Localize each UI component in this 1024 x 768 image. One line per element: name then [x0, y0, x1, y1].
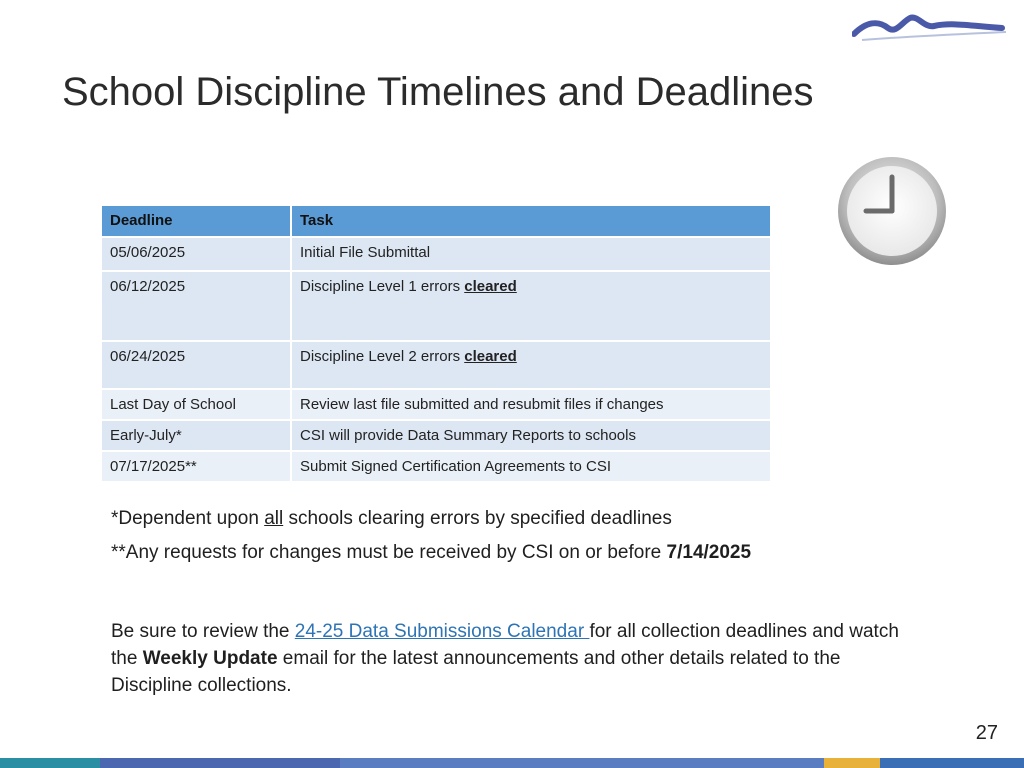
- table-row: [101, 389, 771, 420]
- table-row: [101, 341, 771, 389]
- clock-icon: [836, 155, 948, 267]
- footer-color-bar: [0, 758, 1024, 768]
- task-cell: Submit Signed Certification Agreements to CSI: [291, 451, 771, 482]
- task-cell: Discipline Level 2 errors cleared: [291, 341, 771, 389]
- footer-segment: [0, 758, 100, 768]
- deadlines-table: [100, 204, 772, 483]
- deadline-cell: Early-July*: [101, 420, 291, 451]
- footer-segment: [340, 758, 824, 768]
- footer-segment: [880, 758, 1024, 768]
- mountain-logo-icon: [852, 12, 1008, 42]
- page-number: 27: [975, 722, 998, 744]
- deadline-cell: Last Day of School: [101, 389, 291, 420]
- table-row: [101, 271, 771, 341]
- footer-segment: [824, 758, 880, 768]
- header-deadline: Deadline: [101, 205, 291, 237]
- table-row: [101, 237, 771, 271]
- task-cell: Review last file submitted and resubmit files if changes: [291, 389, 771, 420]
- table-row: [101, 451, 771, 482]
- deadline-cell: 07/17/2025**: [101, 451, 291, 482]
- task-cell: Discipline Level 1 errors cleared: [291, 271, 771, 341]
- cleared-emphasis: cleared: [464, 278, 517, 295]
- page-title: School Discipline Timelines and Deadlines: [62, 70, 814, 114]
- deadline-cell: 06/24/2025: [101, 341, 291, 389]
- task-cell: Initial File Submittal: [291, 237, 771, 271]
- header-task: Task: [291, 205, 771, 237]
- table-header-row: [101, 205, 771, 237]
- footnote-1: *Dependent upon all schools clearing errors by specified deadlines: [111, 508, 672, 529]
- deadline-cell: 05/06/2025: [101, 237, 291, 271]
- footnote-2: **Any requests for changes must be received by CSI on or before 7/14/2025: [111, 542, 752, 563]
- task-cell: CSI will provide Data Summary Reports to schools: [291, 420, 771, 451]
- calendar-link[interactable]: 24-25 Data Submissions Calendar: [294, 621, 590, 642]
- deadline-cell: 06/12/2025: [101, 271, 291, 341]
- footer-segment: [100, 758, 340, 768]
- footnotes: [111, 508, 751, 576]
- weekly-update-bold: Weekly Update: [142, 648, 278, 669]
- review-paragraph: Be sure to review the 24-25 Data Submissions Calendar for all collection deadlines and watch the Weekly Update email for the latest announcements and other details related to the Discipline collections.: [111, 621, 899, 696]
- table-row: [101, 420, 771, 451]
- cleared-emphasis: cleared: [464, 348, 517, 365]
